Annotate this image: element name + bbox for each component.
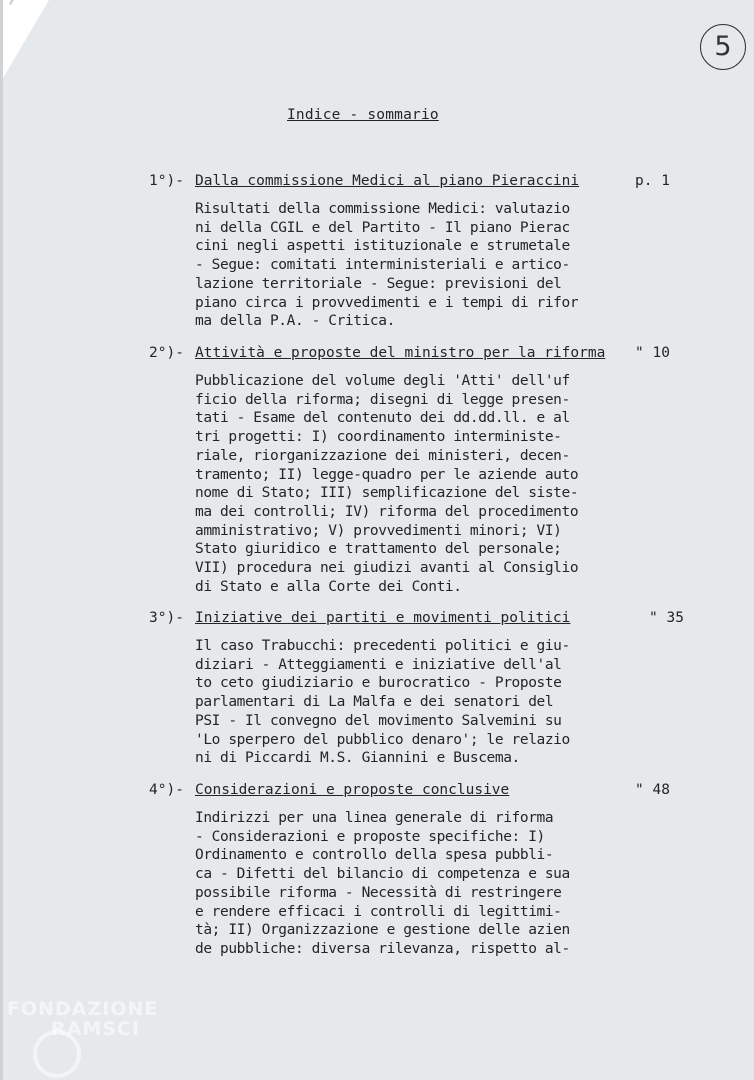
watermark-line-2: RAMSCI [51,1018,140,1040]
archive-watermark [7,998,158,1040]
page-number-circle: 5 [700,24,746,70]
section-heading [149,173,579,189]
watermark-logo-icon [33,1030,81,1078]
section-title: Dalla commissione Medici al piano Pieraccini [195,173,580,189]
section-heading [149,610,570,626]
index-title: Indice - sommario [287,107,439,123]
section-title: Considerazioni e proposte conclusive [195,782,510,798]
section-summary: Pubblicazione del volume degli 'Atti' dell'uf ficio della riforma; disegni di legge presen- tati - Esame del contenuto dei dd.dd.ll. e al tri progetti: I) coordinamento interministe- riale, riorganizzazione dei ministeri, decen- tramento; II) legge-quadro per le aziende auto nome di Stato; III) semplificazione del siste- ma dei controlli; IV) riforma del procedimento amministrativo; V) provvedimenti minori; VI) Stato giuridico e trattamento del personale; VII) procedura nei giudizi avanti al Consiglio di Stato e alla Corte dei Conti. [195,373,579,595]
section-number: 2°)- [149,345,184,361]
section-page-ref: " 10 [635,345,670,361]
section-page-ref: " 35 [649,610,684,626]
section-number: 3°)- [149,610,184,626]
section-summary: Il caso Trabucchi: precedenti politici e giu- diziari - Atteggiamenti e iniziative dell'al to ceto giudiziario e burocratico - Proposte parlamentari di La Malfa e dei senatori del PSI - Il convegno del movimento Salvemini su 'Lo sperpero del pubblico denaro'; le relazio ni di Piccardi M.S. Giannini e Buscema. [195,638,570,767]
section-page-ref: p. 1 [635,173,670,189]
folded-corner [3,0,49,78]
section-summary: Risultati della commissione Medici: valutazio ni della CGIL e del Partito - Il piano Pierac cini negli aspetti istituzionale e strumetale - Segue: comitati interministeriali e artico- lazione territoriale - Segue: previsioni del piano circa i provvedimenti e i tempi di rifor ma della P.A. - Critica. [195,201,579,330]
section-number: 4°)- [149,782,184,798]
section-summary: Indirizzi per una linea generale di riforma - Considerazioni e proposte specifiche: I) Ordinamento e controllo della spesa pubbli- ca - Difetti del bilancio di competenza e sua possibile riforma - Necessità di restringere e rendere efficaci i controlli di legittimi- tà; II) Organizzazione e gestione delle azien de pubbliche: diversa rilevanza, rispetto al- [195,810,570,957]
section-page-ref: " 48 [635,782,670,798]
section-heading [149,782,509,798]
section-title: Attività e proposte del ministro per la riforma [195,345,606,361]
section-heading [149,345,605,361]
section-title: Iniziative dei partiti e movimenti politici [195,610,571,626]
watermark-line-1: FONDAZIONE [7,998,159,1020]
section-number: 1°)- [149,173,184,189]
